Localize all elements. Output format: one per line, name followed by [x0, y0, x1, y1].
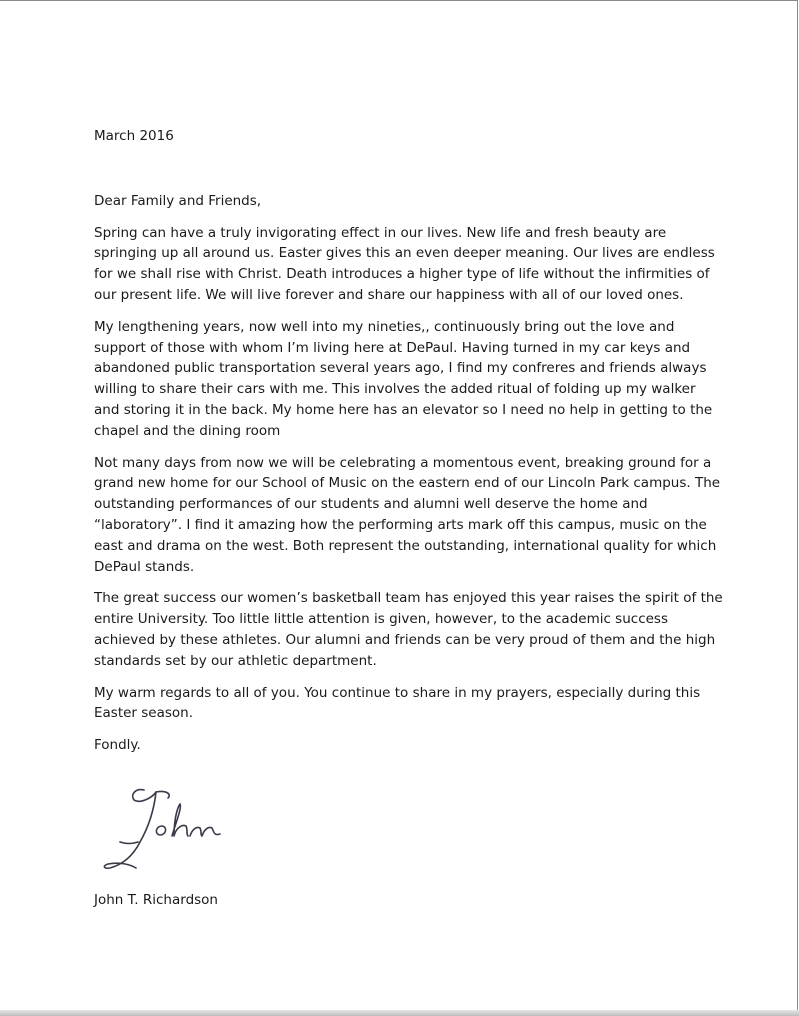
- paragraph-basketball: The great success our women’s basketball team has enjoyed this year raises the spirit of the entire University. Too little little attention is given, however, to the academic success achieved by these athletes. Our alumni and friends can be very proud of them and the high standards set by our athletic department.: [94, 590, 723, 669]
- handwritten-signature: [96, 770, 246, 882]
- paragraph-lengthening-years: My lengthening years, now well into my nineties,, continuously bring out the love and support of those with whom I’m living here at DePaul. Having turned in my car keys and abandoned public transportation several years ago, I find my confreres and friends always willing to share their cars with me. This involves the added ritual of folding up my walker and storing it in the back. My home here has an elevator so I need no help in getting to the chapel and the dining room: [94, 318, 713, 439]
- page-bottom-shadow: [0, 1010, 799, 1016]
- paragraph-warm-regards: My warm regards to all of you. You continue to share in my prayers, especially during this Easter season.: [94, 684, 701, 722]
- letter-closing: Fondly.: [94, 737, 141, 754]
- letter-date: March 2016: [94, 128, 174, 144]
- signer-name: John T. Richardson: [94, 891, 218, 908]
- paragraph-spring: Spring can have a truly invigorating effect in our lives. New life and fresh beauty are springing up all around us. Easter gives this an even deeper meaning. Our lives are endless for we shall rise with Christ. Death introduces a higher type of life without the infirmities of our present life. We will live forever and share our happiness with all of our loved ones.: [94, 224, 715, 303]
- paragraph-school-of-music: Not many days from now we will be celebrating a momentous event, breaking ground for a grand new home for our School of Music on the eastern end of our Lincoln Park campus. The outstanding performances of our students and alumni well deserve the home and “laboratory”. I find it amazing how the performing arts mark off this campus, music on the east and drama on the west. Both represent the outstanding, international quality for which DePaul stands.: [94, 454, 721, 575]
- letter-salutation: Dear Family and Friends,: [94, 192, 262, 209]
- letter-body: [94, 126, 724, 911]
